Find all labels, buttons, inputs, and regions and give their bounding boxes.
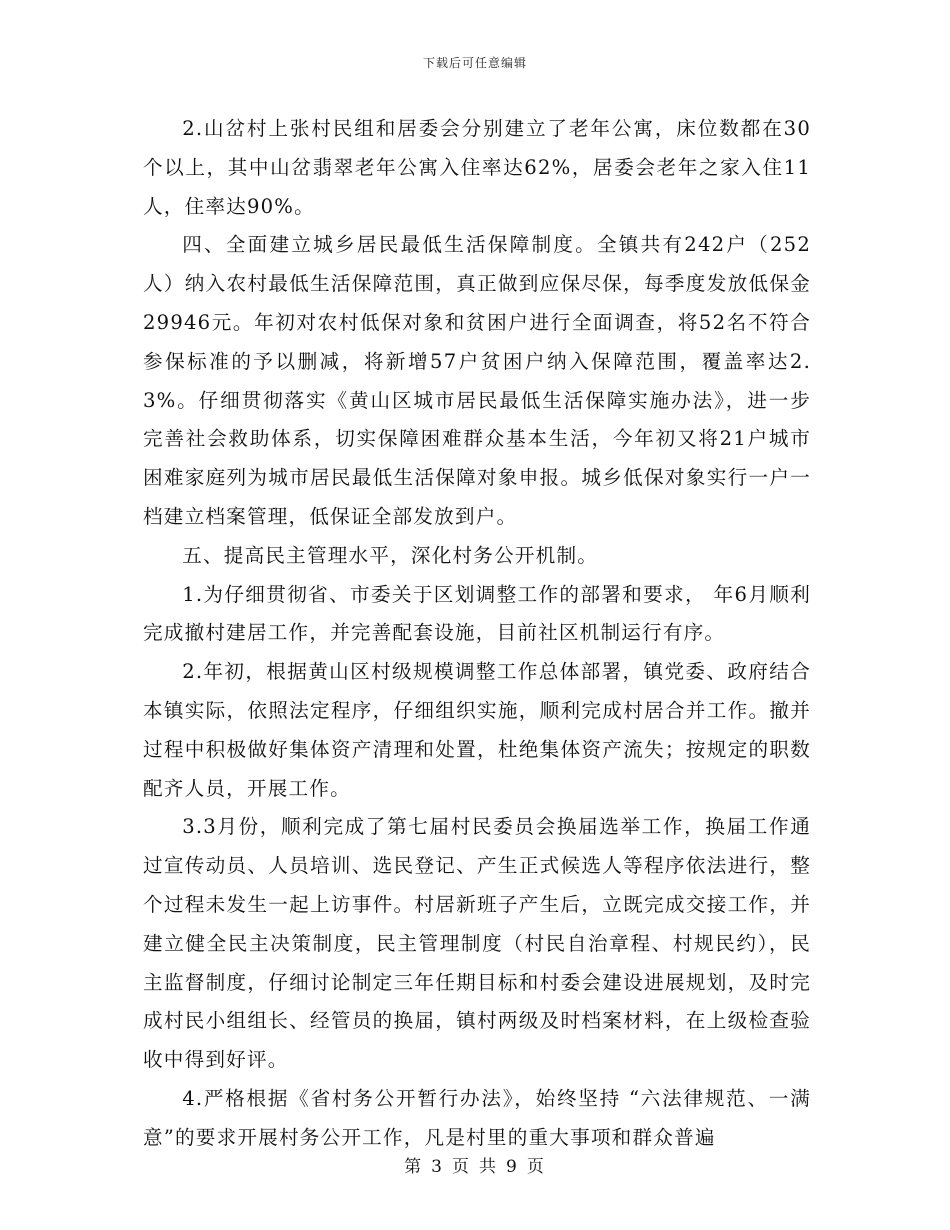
- paragraph-2: 四、全面建立城乡居民最低生活保障制度。全镇共有242户（252人）纳入农村最低生活保障范围，真正做到应保尽保，每季度发放低保金29946元。年初对农村低保对象和贫困户进行全面调查，将52名不符合参保标准的予以删减，将新增57户贫困户纳入保障范围，覆盖率达2.3%。仔细贯彻落实《黄山区城市居民最低生活保障实施办法》，进一步完善社会救助体系，切实保障困难群众基本生活，今年初又将21户城市困难家庭列为城市居民最低生活保障对象申报。城乡低保对象实行一户一档建立档案管理，低保证全部发放到户。: [143, 233, 811, 528]
- footer-gong: 共: [479, 1157, 498, 1177]
- footer-page-number: 3: [431, 1157, 444, 1177]
- page-footer: [0, 1152, 950, 1177]
- footer-di: 第: [404, 1157, 424, 1177]
- page-header: 下载后可任意编辑: [422, 56, 527, 70]
- footer-ye: 页: [452, 1157, 471, 1177]
- paragraph-5: 2.年初，根据黄山区村级规模调整工作总体部署，镇党委、政府结合本镇实际，依照法定程序，仔细组织实施，顺利完成村居合并工作。撤并过程中积极做好集体资产清理和处置，杜绝集体资产流失；按规定的职数配齐人员，开展工作。: [143, 660, 811, 800]
- paragraph-4: 1.为仔细贯彻省、市委关于区划调整工作的部署和要求， 年6月顺利完成撤村建居工作，并完善配套设施，目前社区机制运行有序。: [143, 582, 811, 645]
- paragraph-6: 3.3月份，顺利完成了第七届村民委员会换届选举工作，换届工作通过宣传动员、人员培训、选民登记、产生正式候选人等程序依法进行，整个过程未发生一起上访事件。村居新班子产生后，立既完成交接工作，并建立健全民主决策制度，民主管理制度（村民自治章程、村规民约），民主监督制度，仔细讨论制定三年任期目标和村委会建设进展规划，及时完成村民小组组长、经管员的换届，镇村两级及时档案材料，在上级检查验收中得到好评。: [143, 815, 811, 1072]
- paragraph-3: 五、提高民主管理水平，深化村务公开机制。: [182, 543, 599, 567]
- paragraph-7: 4.严格根据《省村务公开暂行办法》，始终坚持 “六法律规范、一满意”的要求开展村务公开工作，凡是村里的重大事项和群众普遍: [143, 1086, 811, 1149]
- paragraph-1: 2.山岔村上张村民组和居委会分别建立了老年公寓，床位数都在30个以上，其中山岔翡翠老年公寓入住率达62%，居委会老年之家入住11人，住率达90%。: [143, 117, 811, 218]
- footer-total-pages: 9: [506, 1157, 519, 1177]
- footer-ye2: 页: [526, 1157, 546, 1177]
- document-body: [143, 110, 811, 1158]
